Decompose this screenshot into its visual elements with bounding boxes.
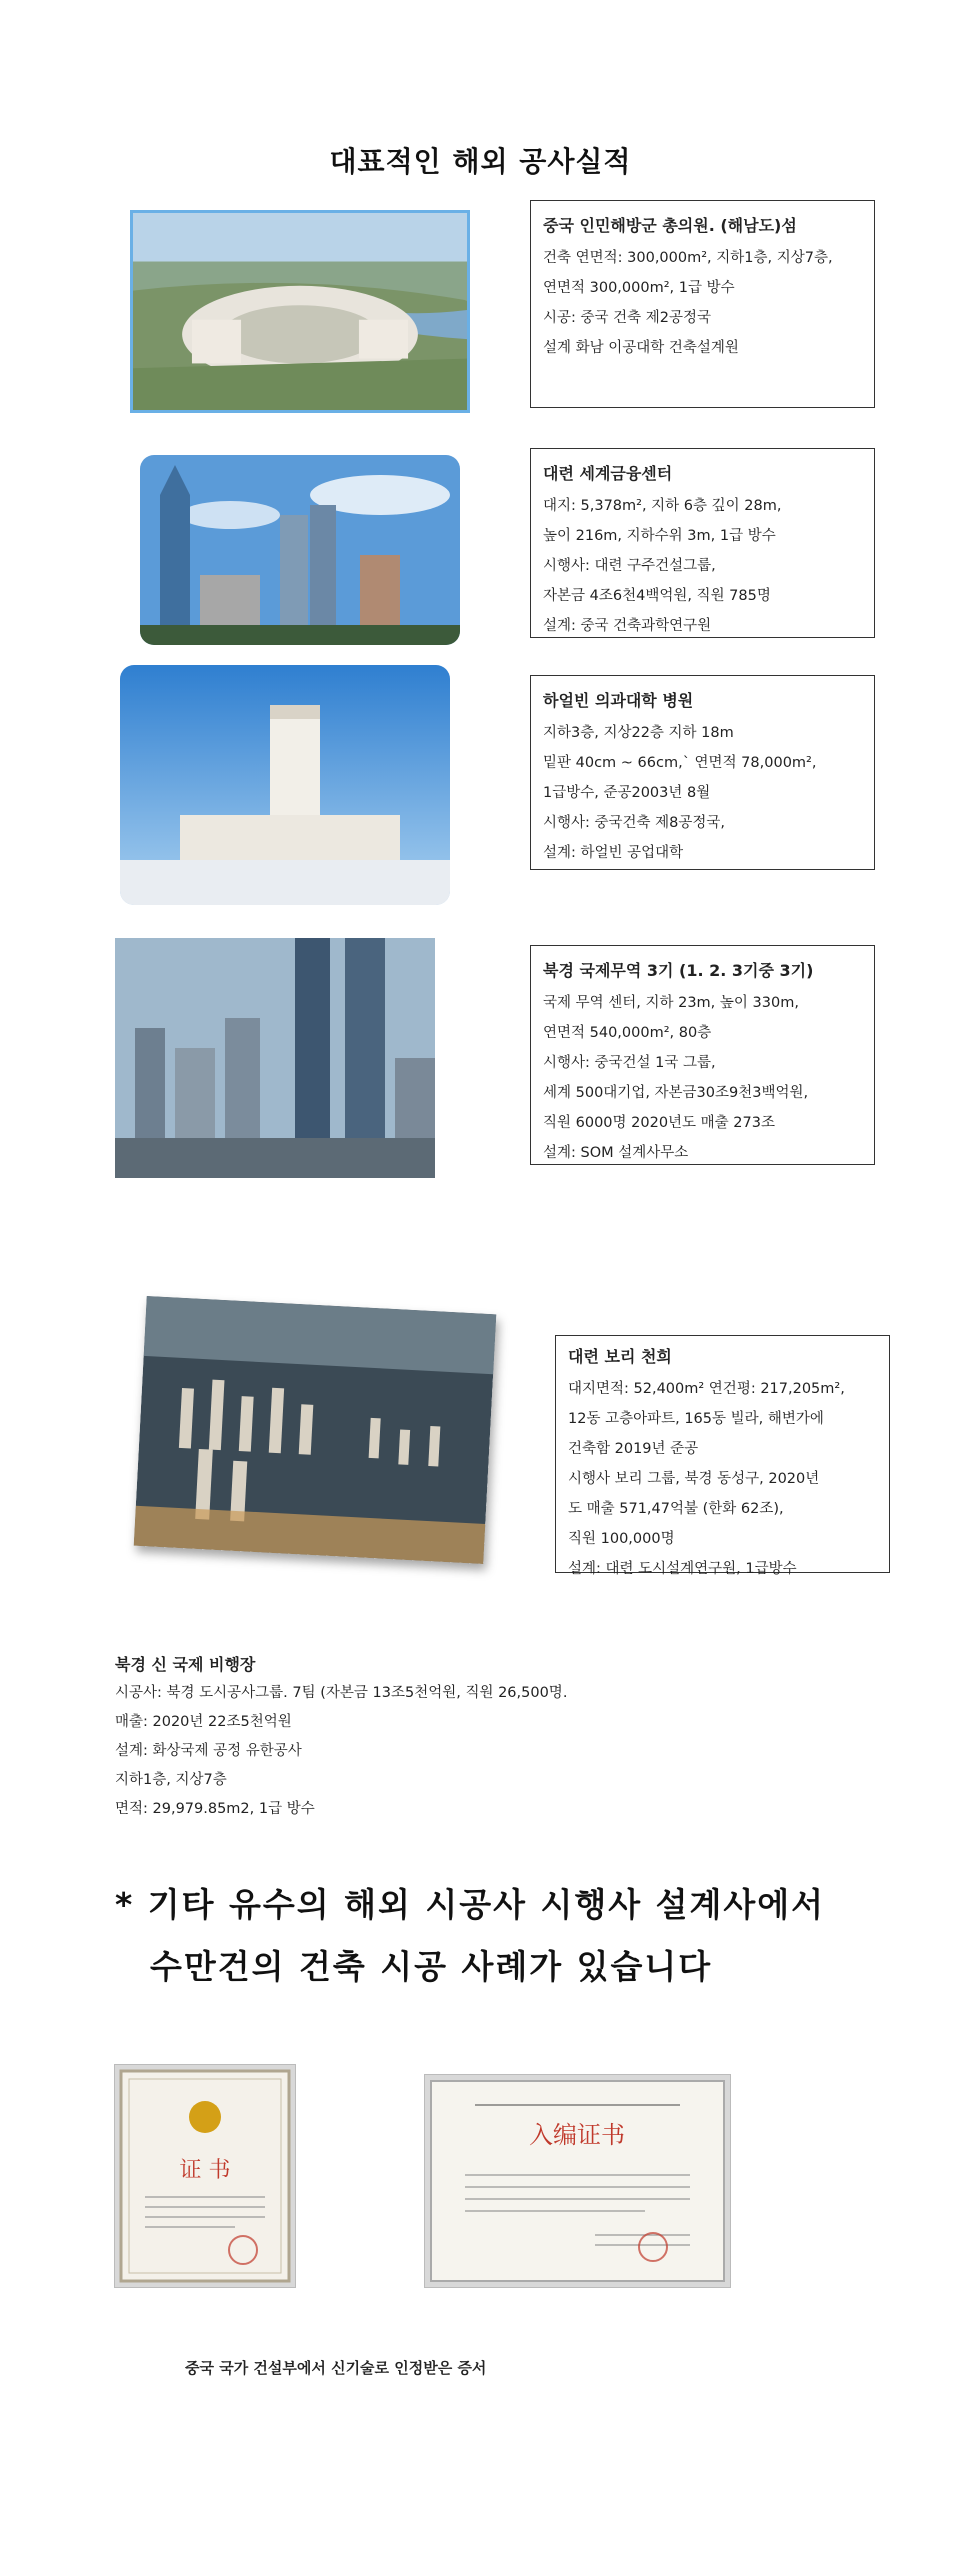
project-detail: 건축함 2019년 준공 <box>568 1441 699 1457</box>
project-detail: 1급방수, 준공2003년 8월 <box>543 785 711 801</box>
project-title: 대련 세계금융센터 <box>543 464 673 483</box>
project-detail: 건축 연면적: 300,000m², 지하1층, 지상7층, <box>543 250 833 266</box>
project-detail: 직원 100,000명 <box>568 1531 675 1547</box>
project-card <box>530 200 875 408</box>
certificate-image-2 <box>425 2075 730 2287</box>
project-detail: 높이 216m, 지하수위 3m, 1급 방수 <box>543 528 776 544</box>
project-card <box>530 448 875 638</box>
certificate-caption: 중국 국가 건설부에서 신기술로 인정받은 증서 <box>185 2359 487 2377</box>
project-detail: 설계: 하얼빈 공업대학 <box>543 845 684 861</box>
project-detail: 세계 500대기업, 자본금30조9천3백억원, <box>543 1085 809 1101</box>
financial-center-photo <box>140 455 460 645</box>
airport-detail: 매출: 2020년 22조5천억원 <box>115 1714 292 1730</box>
project-detail: 연면적 300,000m², 1급 방수 <box>543 280 735 296</box>
project-detail: 설계: SOM 설계사무소 <box>543 1145 689 1161</box>
project-detail: 시공: 중국 건축 제2공정국 <box>543 310 712 326</box>
project-detail: 국제 무역 센터, 지하 23m, 높이 330m, <box>543 995 799 1011</box>
airport-section <box>115 1650 875 1824</box>
project-title: 대련 보리 천희 <box>568 1347 672 1366</box>
project-detail: 시행사: 중국건축 제8공정국, <box>543 815 726 831</box>
page-title: 대표적인 해외 공사실적 <box>329 145 632 178</box>
project-detail: 밑판 40cm ~ 66cm,` 연면적 78,000m², <box>543 755 817 771</box>
project-detail: 지하3층, 지상22층 지하 18m <box>543 725 734 741</box>
project-detail: 도 매출 571,47억불 (한화 62조), <box>568 1501 784 1517</box>
notice-line-2: 수만건의 건축 시공 사례가 있습니다 <box>150 1947 713 1986</box>
project-detail: 설계: 중국 건축과학연구원 <box>543 618 712 634</box>
project-detail: 연면적 540,000m², 80층 <box>543 1025 712 1041</box>
airport-title: 북경 신 국제 비행장 <box>115 1655 256 1674</box>
harbin-hospital-photo <box>120 665 450 905</box>
project-title: 북경 국제무역 3기 (1. 2. 3기중 3기) <box>543 961 814 980</box>
certificate-2-heading: 入编证书 <box>529 2121 625 2149</box>
certificate-1-heading: 证 书 <box>179 2158 231 2183</box>
project-detail: 시행사: 대련 구주건설그룹, <box>543 558 716 574</box>
project-detail: 대지면적: 52,400m² 연건평: 217,205m², <box>568 1381 845 1397</box>
project-card <box>530 945 875 1165</box>
project-detail: 12동 고층아파트, 165동 빌라, 해변가에 <box>568 1411 824 1427</box>
certificate-image-1 <box>115 2065 295 2287</box>
dalian-poly-rendering-photo <box>134 1296 497 1564</box>
project-detail: 직원 6000명 2020년도 매출 273조 <box>543 1115 775 1131</box>
airport-detail: 지하1층, 지상7층 <box>115 1772 227 1788</box>
project-detail: 자본금 4조6천4백억원, 직원 785명 <box>543 588 771 604</box>
notice-line-1: * 기타 유수의 해외 시공사 시행사 설계사에서 <box>115 1885 825 1924</box>
project-detail: 설계: 대련 도시설계연구원, 1급방수 <box>568 1561 797 1577</box>
project-title: 중국 인민해방군 총의원. (해남도)섬 <box>543 216 797 235</box>
project-card <box>555 1335 890 1577</box>
project-detail: 시행사 보리 그룹, 북경 동성구, 2020년 <box>568 1471 820 1487</box>
project-detail: 설계 화남 이공대학 건축설계원 <box>543 340 739 356</box>
project-detail: 시행사: 중국건설 1국 그룹, <box>543 1055 716 1071</box>
airport-detail: 면적: 29,979.85m2, 1급 방수 <box>115 1801 315 1817</box>
airport-detail: 설계: 화상국제 공정 유한공사 <box>115 1743 302 1759</box>
beijing-trade-center-photo <box>115 938 435 1178</box>
project-card <box>530 675 875 870</box>
airport-detail: 시공사: 북경 도시공사그룹. 7팀 (자본금 13조5천억원, 직원 26,500명. <box>115 1685 568 1701</box>
hospital-aerial-photo <box>130 210 470 413</box>
project-detail: 대지: 5,378m², 지하 6층 깊이 28m, <box>543 498 782 514</box>
project-title: 하얼빈 의과대학 병원 <box>543 691 694 710</box>
